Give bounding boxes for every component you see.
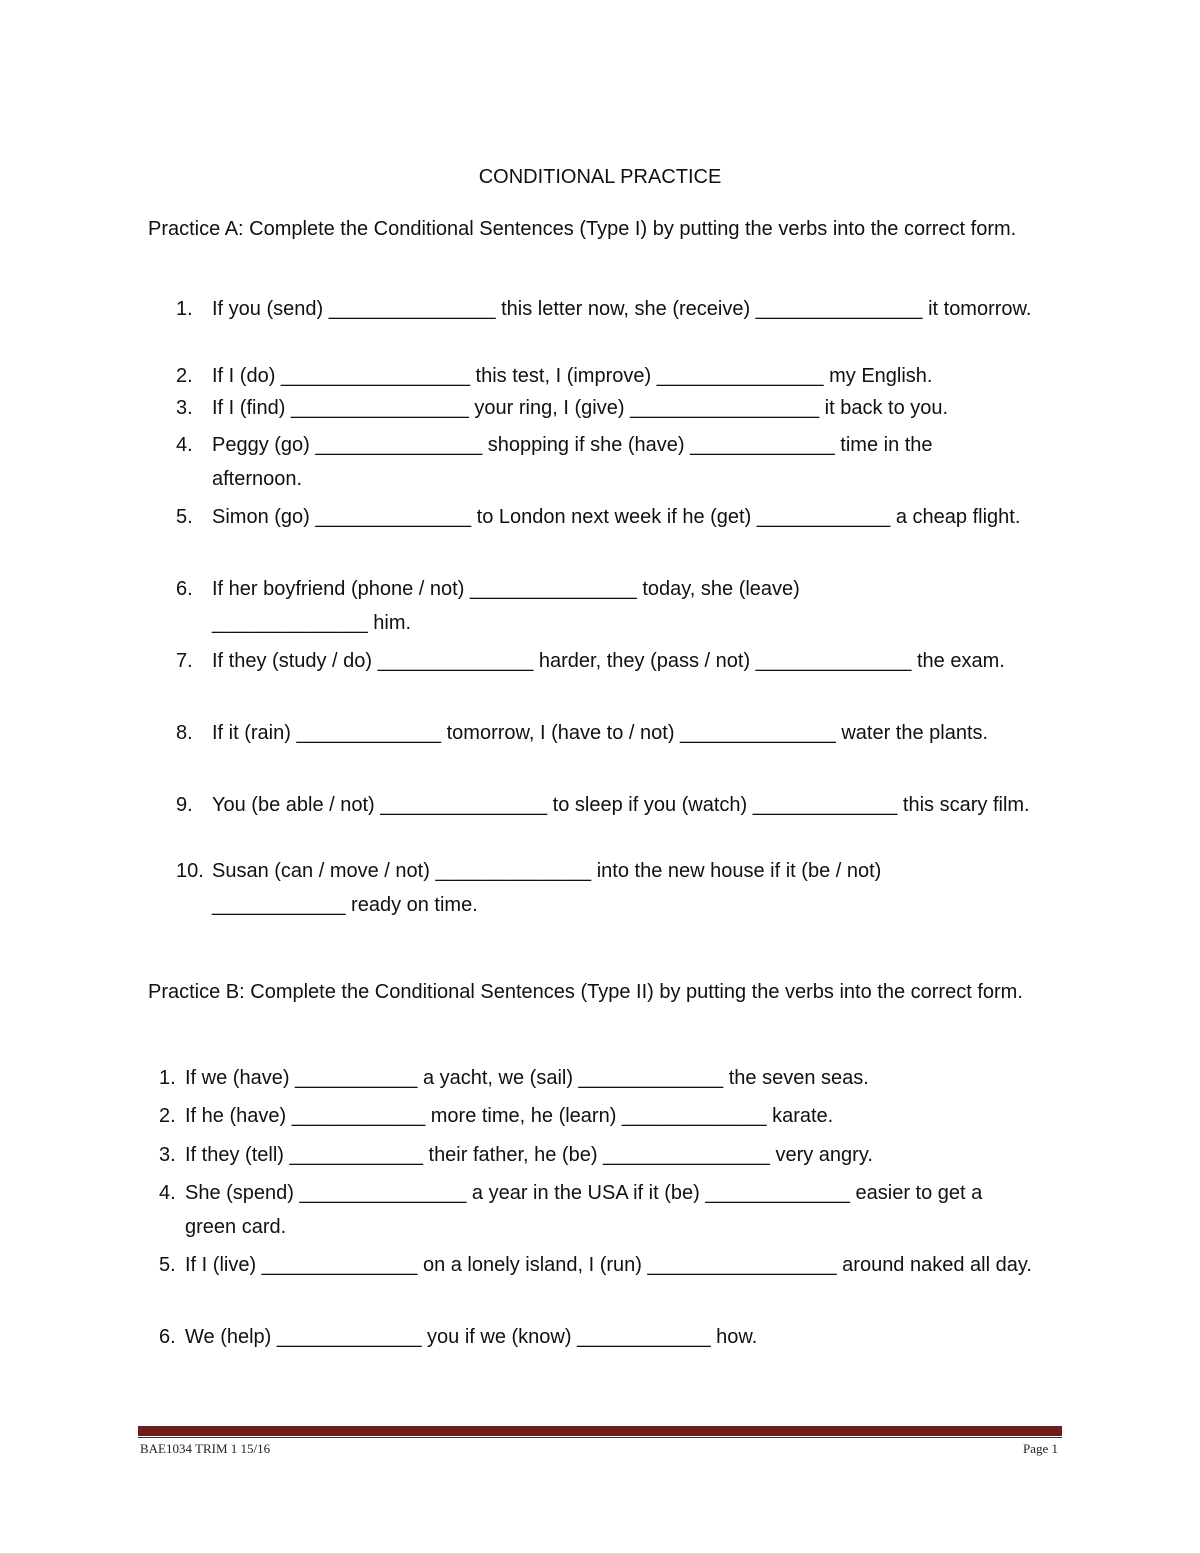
footer-page-number: Page 1: [1022, 1441, 1058, 1456]
page-title: CONDITIONAL PRACTICE: [478, 166, 722, 188]
item-text: She (spend) _______________ a year in the USA if it (be) _____________ easier to get a green card.: [185, 1182, 983, 1238]
item-number: 1.: [176, 298, 193, 320]
item-text: Susan (can / move / not) ______________ into the new house if it (be / not) ____________ ready on time.: [212, 860, 882, 916]
item-number: 6.: [176, 578, 193, 600]
item-number: 6.: [159, 1326, 176, 1348]
item-text: If her boyfriend (phone / not) _______________ today, she (leave) ______________ him.: [212, 578, 800, 634]
item-number: 5.: [159, 1254, 176, 1276]
footer-rule-thin: [138, 1437, 1062, 1438]
item-number: 10.: [176, 860, 204, 882]
item-number: 9.: [176, 794, 193, 816]
item-text: If you (send) _______________ this letter now, she (receive) _______________ it tomorrow.: [212, 298, 1032, 320]
item-number: 2.: [176, 365, 193, 387]
item-text: If he (have) ____________ more time, he (learn) _____________ karate.: [185, 1105, 834, 1127]
item-number: 8.: [176, 722, 193, 744]
footer-course-code: BAE1034 TRIM 1 15/16: [140, 1441, 271, 1456]
practice-a-instruction: Practice A: Complete the Conditional Sentences (Type I) by putting the verbs into the correct form.: [148, 218, 1017, 240]
item-text: If they (tell) ____________ their father, he (be) _______________ very angry.: [185, 1144, 873, 1166]
item-number: 4.: [176, 434, 193, 456]
item-text: If they (study / do) ______________ harder, they (pass / not) ______________ the exam.: [212, 650, 1005, 672]
item-number: 4.: [159, 1182, 176, 1204]
item-text: If we (have) ___________ a yacht, we (sail) _____________ the seven seas.: [185, 1067, 869, 1089]
item-text: If I (find) ________________ your ring, I (give) _________________ it back to you.: [212, 397, 949, 419]
item-number: 3.: [159, 1144, 176, 1166]
item-number: 3.: [176, 397, 193, 419]
item-number: 5.: [176, 506, 193, 528]
item-text: If I (live) ______________ on a lonely island, I (run) _________________ around naked all day.: [185, 1254, 1032, 1276]
item-text: Simon (go) ______________ to London next week if he (get) ____________ a cheap flight.: [212, 506, 1021, 528]
item-number: 7.: [176, 650, 193, 672]
item-text: We (help) _____________ you if we (know) ____________ how.: [185, 1326, 758, 1348]
item-text: Peggy (go) _______________ shopping if she (have) _____________ time in the afternoon.: [212, 434, 933, 490]
item-text: If it (rain) _____________ tomorrow, I (have to / not) ______________ water the plants.: [212, 722, 989, 744]
footer-rule: [138, 1426, 1062, 1436]
item-text: If I (do) _________________ this test, I (improve) _______________ my English.: [212, 365, 933, 387]
practice-b-instruction: Practice B: Complete the Conditional Sentences (Type II) by putting the verbs into the correct form.: [148, 981, 1023, 1003]
item-text: You (be able / not) _______________ to sleep if you (watch) _____________ this scary film.: [212, 794, 1030, 816]
item-number: 2.: [159, 1105, 176, 1127]
item-number: 1.: [159, 1067, 176, 1089]
